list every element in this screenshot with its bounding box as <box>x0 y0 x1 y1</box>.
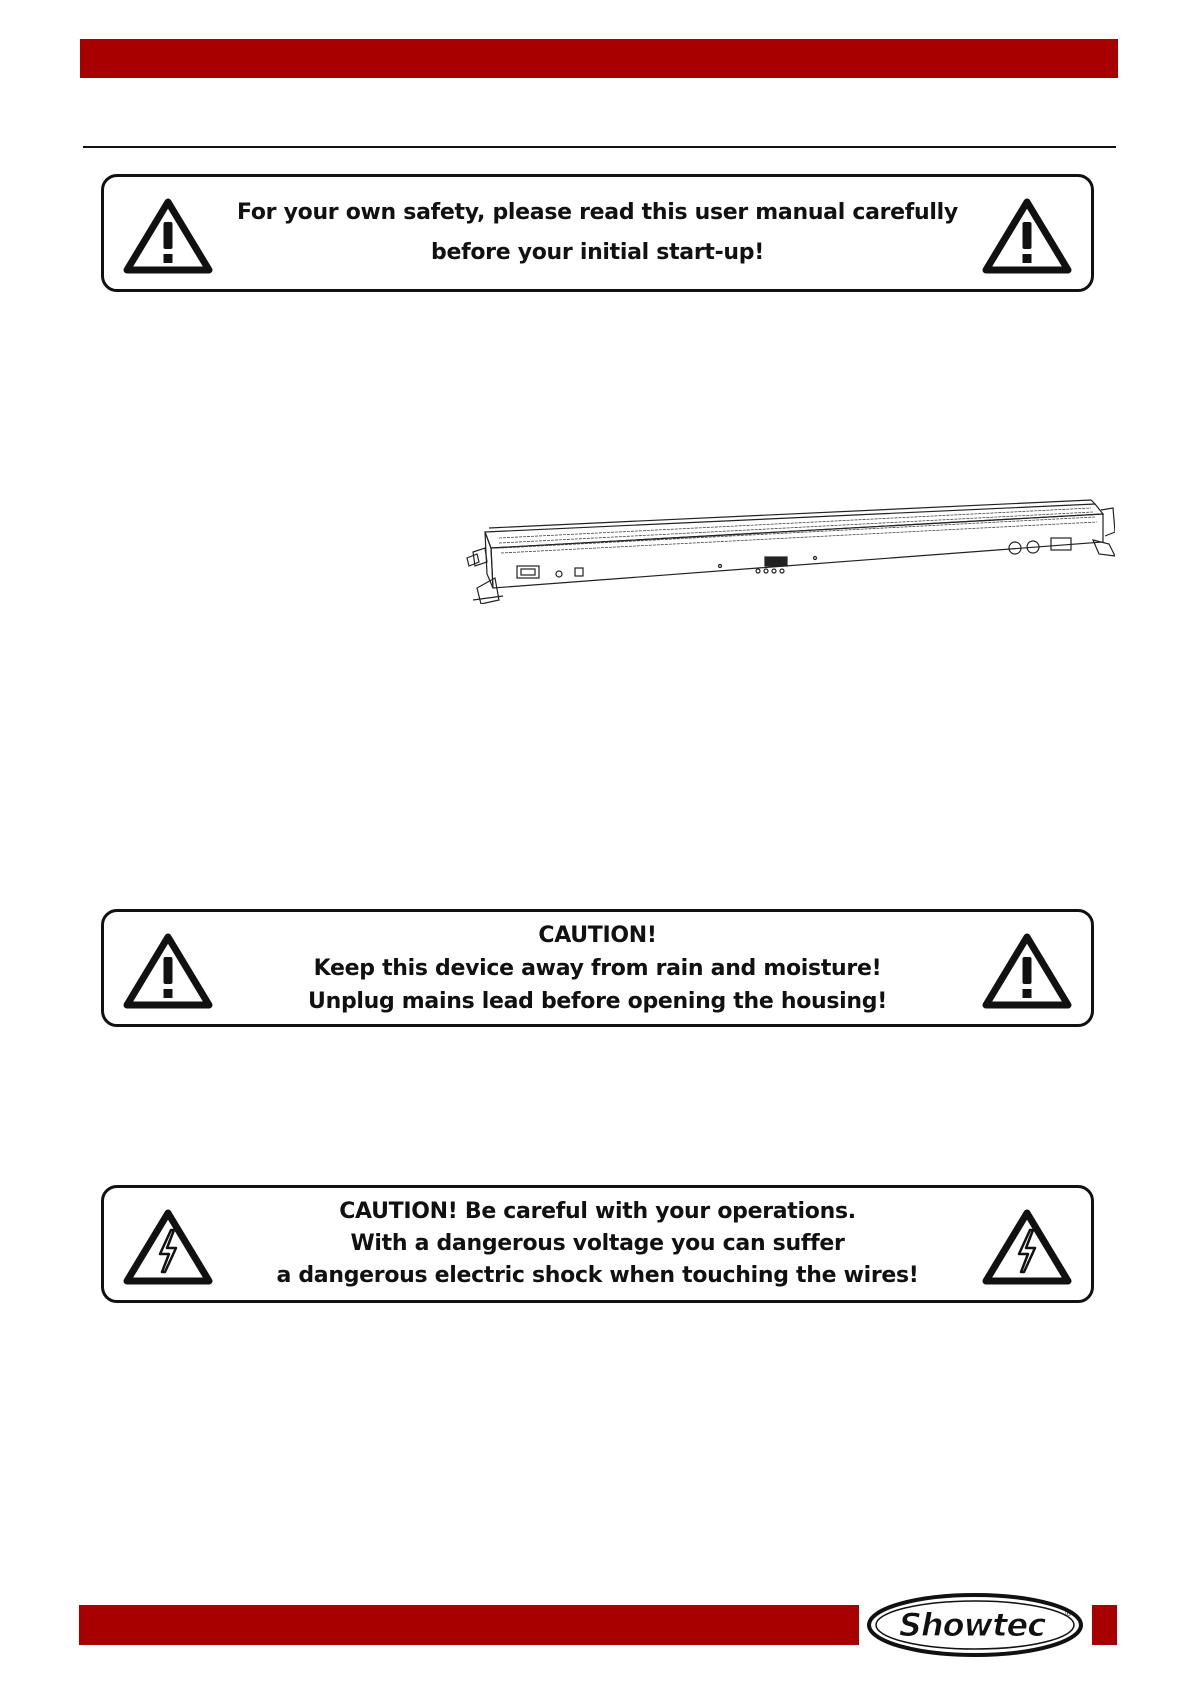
high-voltage-triangle-icon <box>122 1208 214 1286</box>
exclamation-triangle-icon <box>981 197 1073 275</box>
warning-line: a dangerous electric shock when touching the wires! <box>276 1263 919 1288</box>
warning-line: before your initial start-up! <box>431 240 764 265</box>
warning-line: CAUTION! <box>538 922 657 948</box>
exclamation-triangle-icon <box>981 932 1073 1010</box>
svg-text:Showtec: Showtec <box>898 1606 1046 1644</box>
exclamation-triangle-icon <box>122 932 214 1010</box>
high-voltage-triangle-icon <box>981 1208 1073 1286</box>
header-bar <box>80 39 1118 78</box>
svg-text:®: ® <box>1064 1609 1073 1619</box>
footer-bar <box>79 1605 859 1645</box>
warning-line: Unplug mains lead before opening the housing! <box>308 988 887 1014</box>
header-rule <box>83 146 1116 148</box>
warning-line: For your own safety, please read this user manual carefully <box>237 200 958 225</box>
warning-line: With a dangerous voltage you can suffer <box>350 1231 845 1256</box>
safety-warning-box <box>101 174 1094 292</box>
warning-text <box>224 912 971 1024</box>
warning-line: Keep this device away from rain and moisture! <box>313 955 882 981</box>
exclamation-triangle-icon <box>122 197 214 275</box>
warning-text <box>224 1188 971 1300</box>
showtec-logo <box>866 1592 1084 1658</box>
caution-rain-moisture-box <box>101 909 1094 1027</box>
footer-bar-end <box>1092 1605 1117 1645</box>
warning-line: CAUTION! Be careful with your operations. <box>339 1199 856 1224</box>
warning-text <box>224 177 971 289</box>
caution-electric-shock-box <box>101 1185 1094 1303</box>
led-bar-fixture-drawing <box>455 492 1115 604</box>
